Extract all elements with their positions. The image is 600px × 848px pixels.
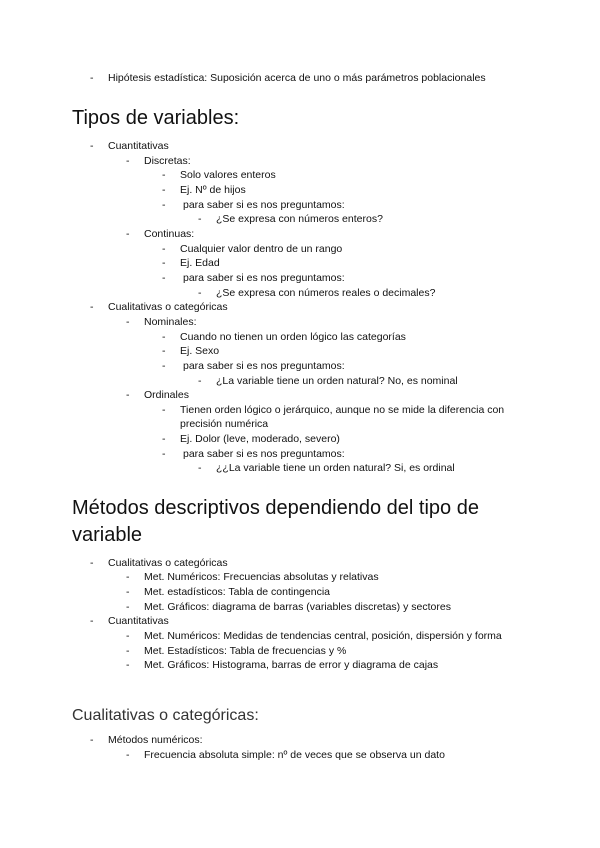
list-item-discretas: [126, 154, 191, 168]
list-item-metodos-cuantitativas: [90, 614, 169, 628]
list-item-text: Métodos numéricos:: [108, 734, 203, 746]
list-item-metodos-cualitativas-1: [126, 570, 379, 584]
list-item-nominales-2: [162, 344, 220, 358]
bullet-dash: -: [162, 243, 166, 255]
list-item-text: Ej. Dolor (leve, moderado, severo): [180, 433, 340, 445]
list-item-text: Nominales:: [144, 316, 197, 328]
list-item-discretas-3a: [198, 212, 383, 226]
list-item-text: Cualitativas o categóricas: [108, 557, 228, 569]
list-item-nominales-1: [162, 330, 406, 344]
list-item-text: Tienen orden lógico o jerárquico, aunque no se mide la diferencia con precisión numérica: [180, 404, 505, 430]
list-item-text: Met. Gráficos: diagrama de barras (variables discretas) y sectores: [144, 601, 451, 613]
list-item-discretas-3: [162, 198, 345, 212]
list-item-continuas-1: [162, 242, 343, 256]
bullet-dash: -: [90, 301, 94, 313]
list-item-text: Cuantitativas: [108, 615, 169, 627]
list-item-text: Met. estadísticos: Tabla de contingencia: [144, 586, 331, 598]
bullet-dash: -: [162, 169, 166, 181]
list-item-cuantitativas: [90, 139, 169, 153]
list-item-metodos-cualitativas-3: [126, 600, 451, 614]
list-item-text: Cualquier valor dentro de un rango: [180, 243, 343, 255]
bullet-dash: -: [126, 316, 130, 328]
bullet-dash: -: [90, 140, 94, 152]
bullet-dash: -: [90, 72, 94, 84]
bullet-dash: -: [198, 287, 202, 299]
heading-metodos-descriptivos: Métodos descriptivos dependiendo del tipo de variable: [72, 497, 479, 546]
list-item-ordinales-2: [162, 432, 340, 446]
list-item-text: Hipótesis estadística: Suposición acerca de uno o más parámetros poblacionales: [108, 72, 486, 84]
list-item-metodos-cuantitativas-2: [126, 644, 347, 658]
list-item-text: Met. Gráficos: Histograma, barras de error y diagrama de cajas: [144, 659, 439, 671]
list-item-text: Met. Estadísticos: Tabla de frecuencias y %: [144, 645, 347, 657]
bullet-dash: -: [162, 345, 166, 357]
list-item-text: para saber si es nos preguntamos:: [183, 199, 345, 211]
bullet-dash: -: [162, 404, 166, 416]
list-item-hipotesis: [90, 71, 486, 85]
bullet-dash: -: [126, 228, 130, 240]
list-item-text: Ej. Edad: [180, 257, 220, 269]
list-item-ordinales-3a: [198, 461, 455, 475]
list-item-text: ¿¿La variable tiene un orden natural? Si, es ordinal: [216, 462, 455, 474]
bullet-dash: -: [126, 749, 130, 761]
list-item-metodos-numericos: [90, 733, 203, 747]
list-item-text: ¿Se expresa con números reales o decimales?: [216, 287, 436, 299]
list-item-nominales: [126, 315, 197, 329]
bullet-dash: -: [162, 257, 166, 269]
bullet-dash: -: [126, 659, 130, 671]
list-item-text: para saber si es nos preguntamos:: [183, 448, 345, 460]
bullet-dash: -: [126, 389, 130, 401]
heading-cualitativas-o-categoricas: Cualitativas o categóricas:: [72, 707, 259, 724]
bullet-dash: -: [162, 448, 166, 460]
list-item-discretas-2: [162, 183, 246, 197]
list-item-ordinales-1: [162, 403, 530, 431]
list-item-metodos-cuantitativas-1: [126, 629, 502, 643]
list-item-text: Cualitativas o categóricas: [108, 301, 228, 313]
list-item-text: Cuantitativas: [108, 140, 169, 152]
bullet-dash: -: [126, 586, 130, 598]
bullet-dash: -: [198, 375, 202, 387]
list-item-text: Discretas:: [144, 155, 191, 167]
list-item-text: Met. Numéricos: Medidas de tendencias central, posición, dispersión y forma: [144, 630, 502, 642]
bullet-dash: -: [90, 615, 94, 627]
bullet-dash: -: [162, 199, 166, 211]
list-item-metodos-cualitativas: [90, 556, 228, 570]
bullet-dash: -: [162, 360, 166, 372]
bullet-dash: -: [126, 571, 130, 583]
list-item-metodos-cuantitativas-3: [126, 658, 439, 672]
bullet-dash: -: [162, 433, 166, 445]
list-item-text: ¿Se expresa con números enteros?: [216, 213, 383, 225]
heading-tipos-de-variables: Tipos de variables:: [72, 107, 240, 129]
list-item-nominales-3a: [198, 374, 458, 388]
list-item-text: Frecuencia absoluta simple: nº de veces que se observa un dato: [144, 749, 445, 761]
bullet-dash: -: [198, 213, 202, 225]
list-item-text: Ordinales: [144, 389, 189, 401]
list-item-text: para saber si es nos preguntamos:: [183, 272, 345, 284]
bullet-dash: -: [126, 645, 130, 657]
list-item-cualitativas: [90, 300, 228, 314]
bullet-dash: -: [162, 331, 166, 343]
list-item-metodos-cualitativas-2: [126, 585, 331, 599]
bullet-dash: -: [162, 184, 166, 196]
list-item-text: Cuando no tienen un orden lógico las categorías: [180, 331, 406, 343]
list-item-text: para saber si es nos preguntamos:: [183, 360, 345, 372]
list-item-continuas-2: [162, 256, 220, 270]
bullet-dash: -: [198, 462, 202, 474]
bullet-dash: -: [126, 630, 130, 642]
list-item-continuas-3: [162, 271, 345, 285]
list-item-frecuencia-absoluta: [126, 748, 445, 762]
bullet-dash: -: [162, 272, 166, 284]
list-item-continuas-3a: [198, 286, 436, 300]
list-item-text: Solo valores enteros: [180, 169, 276, 181]
list-item-text: Met. Numéricos: Frecuencias absolutas y relativas: [144, 571, 379, 583]
list-item-discretas-1: [162, 168, 276, 182]
list-item-text: Ej. Sexo: [180, 345, 220, 357]
bullet-dash: -: [90, 557, 94, 569]
list-item-text: Continuas:: [144, 228, 195, 240]
bullet-dash: -: [126, 601, 130, 613]
list-item-nominales-3: [162, 359, 345, 373]
list-item-continuas: [126, 227, 195, 241]
list-item-ordinales: [126, 388, 189, 402]
bullet-dash: -: [126, 155, 130, 167]
list-item-text: Ej. Nº de hijos: [180, 184, 246, 196]
list-item-ordinales-3: [162, 447, 345, 461]
bullet-dash: -: [90, 734, 94, 746]
list-item-text: ¿La variable tiene un orden natural? No, es nominal: [216, 375, 458, 387]
